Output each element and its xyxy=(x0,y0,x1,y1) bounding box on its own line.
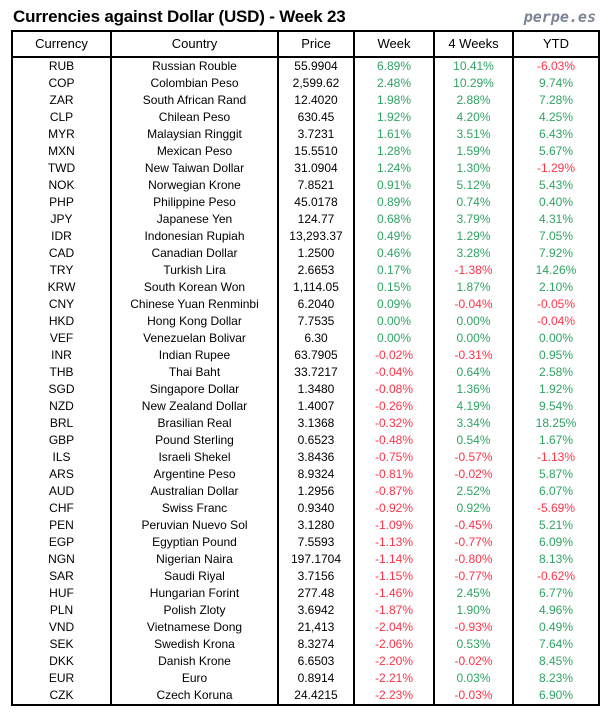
header-row xyxy=(12,31,599,57)
table-header xyxy=(12,31,599,57)
price-value: 55.9904 xyxy=(278,57,354,75)
price-value: 6.30 xyxy=(278,330,354,347)
country-name: Hong Kong Dollar xyxy=(111,313,278,330)
week-change: 0.00% xyxy=(354,313,434,330)
ytd-change: -6.03% xyxy=(513,57,599,75)
currency-code: HUF xyxy=(12,585,111,602)
week-change: -2.21% xyxy=(354,670,434,687)
week-change: -2.20% xyxy=(354,653,434,670)
country-name: Swedish Krona xyxy=(111,636,278,653)
currency-code: NOK xyxy=(12,177,111,194)
week-change: -2.04% xyxy=(354,619,434,636)
ytd-change: -0.62% xyxy=(513,568,599,585)
currency-code: NZD xyxy=(12,398,111,415)
price-value: 630.45 xyxy=(278,109,354,126)
price-value: 0.8914 xyxy=(278,670,354,687)
week-change: 2.48% xyxy=(354,75,434,92)
price-value: 3.1280 xyxy=(278,517,354,534)
country-name: New Zealand Dollar xyxy=(111,398,278,415)
table-row xyxy=(12,534,599,551)
week-change: -1.09% xyxy=(354,517,434,534)
table-row xyxy=(12,313,599,330)
week-change: 1.61% xyxy=(354,126,434,143)
ytd-change: 9.74% xyxy=(513,75,599,92)
currency-code: SAR xyxy=(12,568,111,585)
currency-code: CNY xyxy=(12,296,111,313)
week-change: 0.68% xyxy=(354,211,434,228)
week-change: 0.49% xyxy=(354,228,434,245)
currency-code: SEK xyxy=(12,636,111,653)
country-name: Vietnamese Dong xyxy=(111,619,278,636)
week-change: -0.26% xyxy=(354,398,434,415)
ytd-change: 5.43% xyxy=(513,177,599,194)
week-change: -1.13% xyxy=(354,534,434,551)
week-change: 0.91% xyxy=(354,177,434,194)
four-week-change: 10.29% xyxy=(434,75,513,92)
brand-logo: perpe.es xyxy=(523,8,596,26)
price-value: 63.7905 xyxy=(278,347,354,364)
country-name: Indian Rupee xyxy=(111,347,278,364)
ytd-change: 1.92% xyxy=(513,381,599,398)
currency-code: CAD xyxy=(12,245,111,262)
ytd-change: -0.04% xyxy=(513,313,599,330)
week-change: -1.15% xyxy=(354,568,434,585)
table-row xyxy=(12,347,599,364)
four-week-change: -0.77% xyxy=(434,534,513,551)
four-week-change: -0.93% xyxy=(434,619,513,636)
ytd-change: -5.69% xyxy=(513,500,599,517)
price-value: 197.1704 xyxy=(278,551,354,568)
table-row xyxy=(12,245,599,262)
price-value: 24.4215 xyxy=(278,687,354,705)
country-name: Malaysian Ringgit xyxy=(111,126,278,143)
four-week-change: 4.20% xyxy=(434,109,513,126)
currency-code: DKK xyxy=(12,653,111,670)
price-value: 8.3274 xyxy=(278,636,354,653)
four-week-change: 3.51% xyxy=(434,126,513,143)
country-name: Brasilian Real xyxy=(111,415,278,432)
currency-code: COP xyxy=(12,75,111,92)
currency-code: INR xyxy=(12,347,111,364)
four-week-change: 1.90% xyxy=(434,602,513,619)
ytd-change: 5.67% xyxy=(513,143,599,160)
country-name: Turkish Lira xyxy=(111,262,278,279)
four-week-change: 0.74% xyxy=(434,194,513,211)
table-row xyxy=(12,177,599,194)
ytd-change: 7.05% xyxy=(513,228,599,245)
country-name: South Korean Won xyxy=(111,279,278,296)
column-header-ytd: YTD xyxy=(513,31,599,57)
country-name: Canadian Dollar xyxy=(111,245,278,262)
page-title: Currencies against Dollar (USD) - Week 23 xyxy=(13,7,346,26)
currency-code: ARS xyxy=(12,466,111,483)
four-week-change: -0.77% xyxy=(434,568,513,585)
table-row xyxy=(12,160,599,177)
price-value: 3.1368 xyxy=(278,415,354,432)
country-name: Egyptian Pound xyxy=(111,534,278,551)
week-change: 0.89% xyxy=(354,194,434,211)
ytd-change: -1.29% xyxy=(513,160,599,177)
country-name: Colombian Peso xyxy=(111,75,278,92)
country-name: Hungarian Forint xyxy=(111,585,278,602)
four-week-change: 0.00% xyxy=(434,313,513,330)
week-change: -2.23% xyxy=(354,687,434,705)
price-value: 2.6653 xyxy=(278,262,354,279)
currency-code: EUR xyxy=(12,670,111,687)
currency-code: MXN xyxy=(12,143,111,160)
column-header-currency: Currency xyxy=(12,31,111,57)
table-row xyxy=(12,330,599,347)
ytd-change: 18.25% xyxy=(513,415,599,432)
country-name: Thai Baht xyxy=(111,364,278,381)
country-name: Saudi Riyal xyxy=(111,568,278,585)
table-row xyxy=(12,483,599,500)
table-row xyxy=(12,602,599,619)
four-week-change: 0.64% xyxy=(434,364,513,381)
four-week-change: 0.53% xyxy=(434,636,513,653)
ytd-change: -1.13% xyxy=(513,449,599,466)
currency-code: HKD xyxy=(12,313,111,330)
table-row xyxy=(12,75,599,92)
week-change: 0.17% xyxy=(354,262,434,279)
four-week-change: 1.36% xyxy=(434,381,513,398)
four-week-change: -0.57% xyxy=(434,449,513,466)
table-row xyxy=(12,585,599,602)
table-row xyxy=(12,364,599,381)
week-change: -1.14% xyxy=(354,551,434,568)
currency-code: GBP xyxy=(12,432,111,449)
four-week-change: 2.45% xyxy=(434,585,513,602)
four-week-change: 3.34% xyxy=(434,415,513,432)
table-row xyxy=(12,636,599,653)
country-name: Venezuelan Bolivar xyxy=(111,330,278,347)
four-week-change: 1.59% xyxy=(434,143,513,160)
currency-code: PLN xyxy=(12,602,111,619)
week-change: -0.92% xyxy=(354,500,434,517)
country-name: Russian Rouble xyxy=(111,57,278,75)
column-header-price: Price xyxy=(278,31,354,57)
week-change: -1.46% xyxy=(354,585,434,602)
country-name: Argentine Peso xyxy=(111,466,278,483)
country-name: Japanese Yen xyxy=(111,211,278,228)
four-week-change: 4.19% xyxy=(434,398,513,415)
ytd-change: 6.09% xyxy=(513,534,599,551)
country-name: New Taiwan Dollar xyxy=(111,160,278,177)
price-value: 1.3480 xyxy=(278,381,354,398)
four-week-change: -0.31% xyxy=(434,347,513,364)
week-change: 1.28% xyxy=(354,143,434,160)
ytd-change: 0.95% xyxy=(513,347,599,364)
country-name: Euro xyxy=(111,670,278,687)
table-row xyxy=(12,279,599,296)
four-week-change: -0.80% xyxy=(434,551,513,568)
currency-code: ZAR xyxy=(12,92,111,109)
week-change: -0.81% xyxy=(354,466,434,483)
price-value: 3.6942 xyxy=(278,602,354,619)
currency-code: TWD xyxy=(12,160,111,177)
price-value: 2,599.62 xyxy=(278,75,354,92)
currency-code: CZK xyxy=(12,687,111,705)
ytd-change: 8.13% xyxy=(513,551,599,568)
country-name: Czech Koruna xyxy=(111,687,278,705)
currency-code: RUB xyxy=(12,57,111,75)
price-value: 7.7535 xyxy=(278,313,354,330)
four-week-change: 3.79% xyxy=(434,211,513,228)
currency-code: BRL xyxy=(12,415,111,432)
price-value: 33.7217 xyxy=(278,364,354,381)
ytd-change: 4.25% xyxy=(513,109,599,126)
table-row xyxy=(12,92,599,109)
four-week-change: 1.87% xyxy=(434,279,513,296)
country-name: Chinese Yuan Renminbi xyxy=(111,296,278,313)
table-row xyxy=(12,57,599,75)
currency-code: ILS xyxy=(12,449,111,466)
currency-code: TRY xyxy=(12,262,111,279)
four-week-change: -0.02% xyxy=(434,653,513,670)
table-row xyxy=(12,126,599,143)
price-value: 1.2956 xyxy=(278,483,354,500)
four-week-change: -0.03% xyxy=(434,687,513,705)
four-week-change: 1.29% xyxy=(434,228,513,245)
price-value: 3.7231 xyxy=(278,126,354,143)
country-name: Danish Krone xyxy=(111,653,278,670)
table-row xyxy=(12,653,599,670)
header-bar xyxy=(0,0,604,30)
table-row xyxy=(12,415,599,432)
ytd-change: 6.77% xyxy=(513,585,599,602)
table-body xyxy=(12,57,599,705)
country-name: Philippine Peso xyxy=(111,194,278,211)
currency-code: KRW xyxy=(12,279,111,296)
week-change: -0.02% xyxy=(354,347,434,364)
currency-code: CHF xyxy=(12,500,111,517)
week-change: 0.15% xyxy=(354,279,434,296)
four-week-change: 1.30% xyxy=(434,160,513,177)
table-row xyxy=(12,143,599,160)
ytd-change: 8.45% xyxy=(513,653,599,670)
currency-code: EGP xyxy=(12,534,111,551)
column-header-week: Week xyxy=(354,31,434,57)
table-row xyxy=(12,551,599,568)
country-name: Norwegian Krone xyxy=(111,177,278,194)
ytd-change: 7.64% xyxy=(513,636,599,653)
currency-code: CLP xyxy=(12,109,111,126)
four-week-change: -1.38% xyxy=(434,262,513,279)
price-value: 6.6503 xyxy=(278,653,354,670)
price-value: 7.8521 xyxy=(278,177,354,194)
price-value: 1.4007 xyxy=(278,398,354,415)
four-week-change: -0.02% xyxy=(434,466,513,483)
four-week-change: 2.52% xyxy=(434,483,513,500)
table-row xyxy=(12,381,599,398)
week-change: -0.48% xyxy=(354,432,434,449)
price-value: 31.0904 xyxy=(278,160,354,177)
price-value: 1,114.05 xyxy=(278,279,354,296)
price-value: 45.0178 xyxy=(278,194,354,211)
four-week-change: -0.45% xyxy=(434,517,513,534)
week-change: -2.06% xyxy=(354,636,434,653)
table-row xyxy=(12,466,599,483)
week-change: 1.98% xyxy=(354,92,434,109)
currency-code: SGD xyxy=(12,381,111,398)
week-change: -0.87% xyxy=(354,483,434,500)
country-name: Chilean Peso xyxy=(111,109,278,126)
table-row xyxy=(12,568,599,585)
week-change: -0.75% xyxy=(354,449,434,466)
four-week-change: 10.41% xyxy=(434,57,513,75)
country-name: Pound Sterling xyxy=(111,432,278,449)
four-week-change: 3.28% xyxy=(434,245,513,262)
price-value: 21,413 xyxy=(278,619,354,636)
price-value: 1.2500 xyxy=(278,245,354,262)
country-name: Nigerian Naira xyxy=(111,551,278,568)
price-value: 13,293.37 xyxy=(278,228,354,245)
column-header-country: Country xyxy=(111,31,278,57)
currency-code: VEF xyxy=(12,330,111,347)
country-name: Australian Dollar xyxy=(111,483,278,500)
price-value: 7.5593 xyxy=(278,534,354,551)
price-value: 0.6523 xyxy=(278,432,354,449)
column-header-4weeks: 4 Weeks xyxy=(434,31,513,57)
ytd-change: 14.26% xyxy=(513,262,599,279)
country-name: Peruvian Nuevo Sol xyxy=(111,517,278,534)
currency-code: MYR xyxy=(12,126,111,143)
currency-code: PEN xyxy=(12,517,111,534)
ytd-change: 2.10% xyxy=(513,279,599,296)
ytd-change: 0.40% xyxy=(513,194,599,211)
week-change: 0.09% xyxy=(354,296,434,313)
table-row xyxy=(12,500,599,517)
table-row xyxy=(12,398,599,415)
week-change: -0.08% xyxy=(354,381,434,398)
ytd-change: 7.28% xyxy=(513,92,599,109)
week-change: 1.24% xyxy=(354,160,434,177)
ytd-change: 4.31% xyxy=(513,211,599,228)
ytd-change: 6.90% xyxy=(513,687,599,705)
week-change: 0.00% xyxy=(354,330,434,347)
ytd-change: 0.49% xyxy=(513,619,599,636)
price-value: 8.9324 xyxy=(278,466,354,483)
four-week-change: 0.92% xyxy=(434,500,513,517)
table-row xyxy=(12,619,599,636)
table-row xyxy=(12,687,599,705)
ytd-change: 7.92% xyxy=(513,245,599,262)
price-value: 0.9340 xyxy=(278,500,354,517)
country-name: Mexican Peso xyxy=(111,143,278,160)
price-value: 6.2040 xyxy=(278,296,354,313)
four-week-change: 0.00% xyxy=(434,330,513,347)
week-change: 6.89% xyxy=(354,57,434,75)
table-row xyxy=(12,296,599,313)
ytd-change: 5.87% xyxy=(513,466,599,483)
price-value: 277.48 xyxy=(278,585,354,602)
price-value: 3.8436 xyxy=(278,449,354,466)
table-row xyxy=(12,228,599,245)
price-value: 15.5510 xyxy=(278,143,354,160)
country-name: South African Rand xyxy=(111,92,278,109)
four-week-change: 5.12% xyxy=(434,177,513,194)
currency-table xyxy=(11,30,600,706)
country-name: Singapore Dollar xyxy=(111,381,278,398)
currency-code: NGN xyxy=(12,551,111,568)
week-change: 1.92% xyxy=(354,109,434,126)
four-week-change: 0.54% xyxy=(434,432,513,449)
four-week-change: -0.04% xyxy=(434,296,513,313)
ytd-change: 6.43% xyxy=(513,126,599,143)
ytd-change: 1.67% xyxy=(513,432,599,449)
ytd-change: 0.00% xyxy=(513,330,599,347)
currency-code: IDR xyxy=(12,228,111,245)
table-row xyxy=(12,109,599,126)
country-name: Polish Zloty xyxy=(111,602,278,619)
table-row xyxy=(12,432,599,449)
ytd-change: 2.58% xyxy=(513,364,599,381)
four-week-change: 2.88% xyxy=(434,92,513,109)
currency-code: PHP xyxy=(12,194,111,211)
table-row xyxy=(12,449,599,466)
table-row xyxy=(12,670,599,687)
week-change: 0.46% xyxy=(354,245,434,262)
country-name: Israeli Shekel xyxy=(111,449,278,466)
price-value: 12.4020 xyxy=(278,92,354,109)
currency-code: THB xyxy=(12,364,111,381)
ytd-change: 5.21% xyxy=(513,517,599,534)
currency-code: VND xyxy=(12,619,111,636)
week-change: -0.32% xyxy=(354,415,434,432)
table-row xyxy=(12,262,599,279)
table-row xyxy=(12,211,599,228)
four-week-change: 0.03% xyxy=(434,670,513,687)
ytd-change: 4.96% xyxy=(513,602,599,619)
currency-code: AUD xyxy=(12,483,111,500)
price-value: 124.77 xyxy=(278,211,354,228)
ytd-change: -0.05% xyxy=(513,296,599,313)
country-name: Swiss Franc xyxy=(111,500,278,517)
table-row xyxy=(12,517,599,534)
week-change: -0.04% xyxy=(354,364,434,381)
ytd-change: 8.23% xyxy=(513,670,599,687)
week-change: -1.87% xyxy=(354,602,434,619)
ytd-change: 6.07% xyxy=(513,483,599,500)
price-value: 3.7156 xyxy=(278,568,354,585)
ytd-change: 9.54% xyxy=(513,398,599,415)
currency-code: JPY xyxy=(12,211,111,228)
table-row xyxy=(12,194,599,211)
country-name: Indonesian Rupiah xyxy=(111,228,278,245)
